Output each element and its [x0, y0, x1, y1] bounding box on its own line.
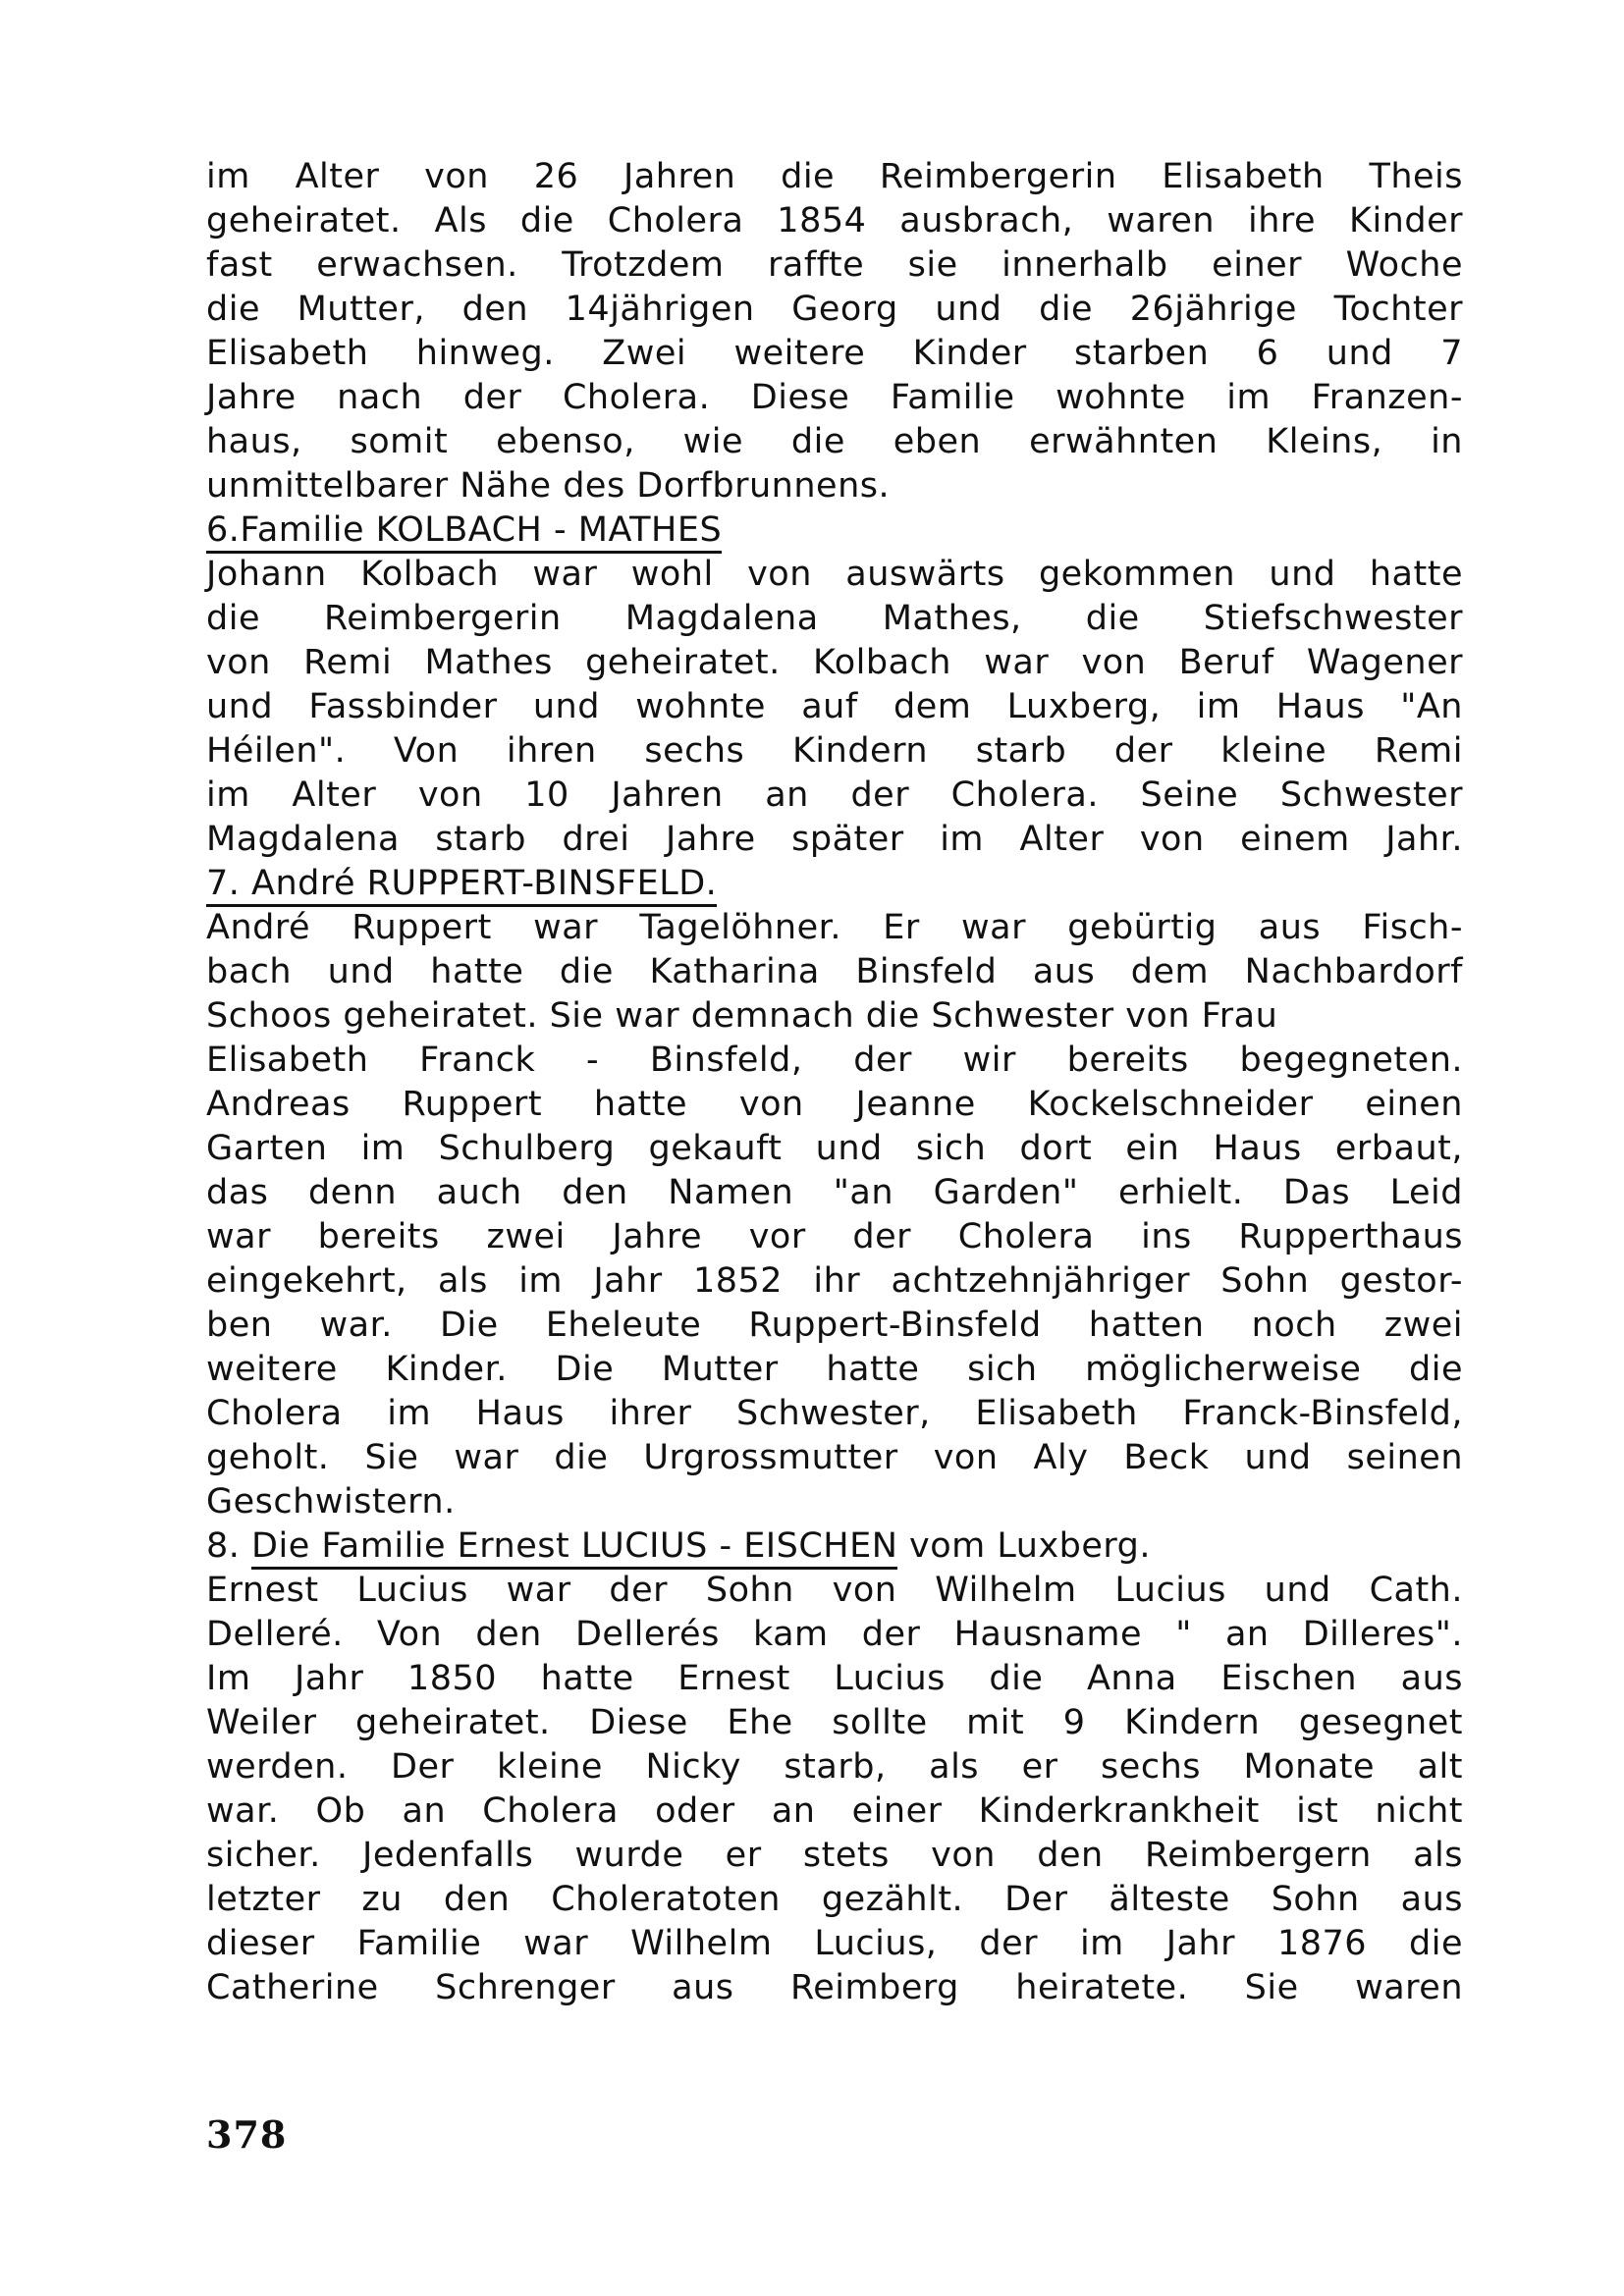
text-line: Magdalena starb drei Jahre später im Alter von einem Jahr. [206, 820, 1463, 859]
text-line: war bereits zwei Jahre vor der Cholera ins Rupperthaus [206, 1217, 1463, 1256]
text-line: Elisabeth Franck - Binsfeld, der wir bereits begegneten. [206, 1041, 1463, 1080]
section-heading [206, 862, 1463, 906]
section-heading [206, 1524, 1463, 1569]
text-line: Johann Kolbach war wohl von auswärts gekommen und hatte [206, 555, 1463, 594]
text-line: geheiratet. Als die Cholera 1854 ausbrach, waren ihre Kinder [206, 201, 1463, 240]
text-line: im Alter von 10 Jahren an der Cholera. Seine Schwester [206, 775, 1463, 815]
text-line: das denn auch den Namen "an Garden" erhielt. Das Leid [206, 1173, 1463, 1212]
page-body-text [206, 155, 1463, 2010]
text-line: Héilen". Von ihren sechs Kindern starb der kleine Remi [206, 731, 1463, 771]
text-line: bach und hatte die Katharina Binsfeld aus dem Nachbardorf [206, 952, 1463, 991]
text-line: sicher. Jedenfalls wurde er stets von den Reimbergern als [206, 1836, 1463, 1875]
text-line: Delleré. Von den Dellerés kam der Hausname " an Dilleres". [206, 1615, 1463, 1654]
section-heading-text: Die Familie Ernest LUCIUS - EISCHEN [251, 1526, 897, 1570]
text-line: haus, somit ebenso, wie die eben erwähnten Kleins, in [206, 422, 1463, 461]
text-line: eingekehrt, als im Jahr 1852 ihr achtzehnjähriger Sohn gestor- [206, 1261, 1463, 1301]
text-line: die Reimbergerin Magdalena Mathes, die Stiefschwester [206, 599, 1463, 638]
text-line: werden. Der kleine Nicky starb, als er sechs Monate alt [206, 1747, 1463, 1787]
text-line: Jahre nach der Cholera. Diese Familie wohnte im Franzen- [206, 378, 1463, 417]
text-line: im Alter von 26 Jahren die Reimbergerin Elisabeth Theis [206, 157, 1463, 196]
text-line: Catherine Schrenger aus Reimberg heiratete. Sie waren [206, 1968, 1463, 2007]
text-line: ben war. Die Eheleute Ruppert-Binsfeld hatten noch zwei [206, 1306, 1463, 1345]
text-line: Elisabeth hinweg. Zwei weitere Kinder starben 6 und 7 [206, 334, 1463, 373]
section-heading-number: 8. [206, 1526, 252, 1566]
text-line: Cholera im Haus ihrer Schwester, Elisabeth Franck-Binsfeld, [206, 1394, 1463, 1433]
text-line: weitere Kinder. Die Mutter hatte sich möglicherweise die [206, 1350, 1463, 1389]
page-number: 378 [206, 2112, 288, 2157]
text-line: Schoos geheiratet. Sie war demnach die Schwester von Frau [206, 996, 1278, 1036]
text-line: geholt. Sie war die Urgrossmutter von Aly Beck und seinen [206, 1438, 1463, 1477]
text-line: unmittelbarer Nähe des Dorfbrunnens. [206, 466, 891, 506]
text-line: war. Ob an Cholera oder an einer Kinderkrankheit ist nicht [206, 1791, 1463, 1831]
text-line: die Mutter, den 14jährigen Georg und die 26jährige Tochter [206, 290, 1463, 329]
text-line: letzter zu den Choleratoten gezählt. Der älteste Sohn aus [206, 1880, 1463, 1919]
section-heading-suffix: vom Luxberg. [897, 1526, 1152, 1566]
text-line: fast erwachsen. Trotzdem raffte sie innerhalb einer Woche [206, 245, 1463, 285]
text-line: Im Jahr 1850 hatte Ernest Lucius die Anna Eischen aus [206, 1659, 1463, 1698]
text-line: Weiler geheiratet. Diese Ehe sollte mit 9 Kindern gesegnet [206, 1703, 1463, 1742]
text-line: Ernest Lucius war der Sohn von Wilhelm Lucius und Cath. [206, 1571, 1463, 1610]
text-line: dieser Familie war Wilhelm Lucius, der im Jahr 1876 die [206, 1924, 1463, 1963]
section-heading-text: 7. André RUPPERT-BINSFELD. [206, 864, 717, 907]
section-heading-text: 6.Familie KOLBACH - MATHES [206, 510, 722, 554]
text-line: und Fassbinder und wohnte auf dem Luxberg, im Haus "An [206, 687, 1463, 726]
text-line: André Ruppert war Tagelöhner. Er war gebürtig aus Fisch- [206, 908, 1463, 947]
section-heading [206, 508, 1463, 553]
text-line: von Remi Mathes geheiratet. Kolbach war von Beruf Wagener [206, 643, 1463, 682]
text-line: Geschwistern. [206, 1482, 456, 1522]
text-line: Garten im Schulberg gekauft und sich dort ein Haus erbaut, [206, 1129, 1463, 1168]
text-line: Andreas Ruppert hatte von Jeanne Kockelschneider einen [206, 1085, 1463, 1124]
